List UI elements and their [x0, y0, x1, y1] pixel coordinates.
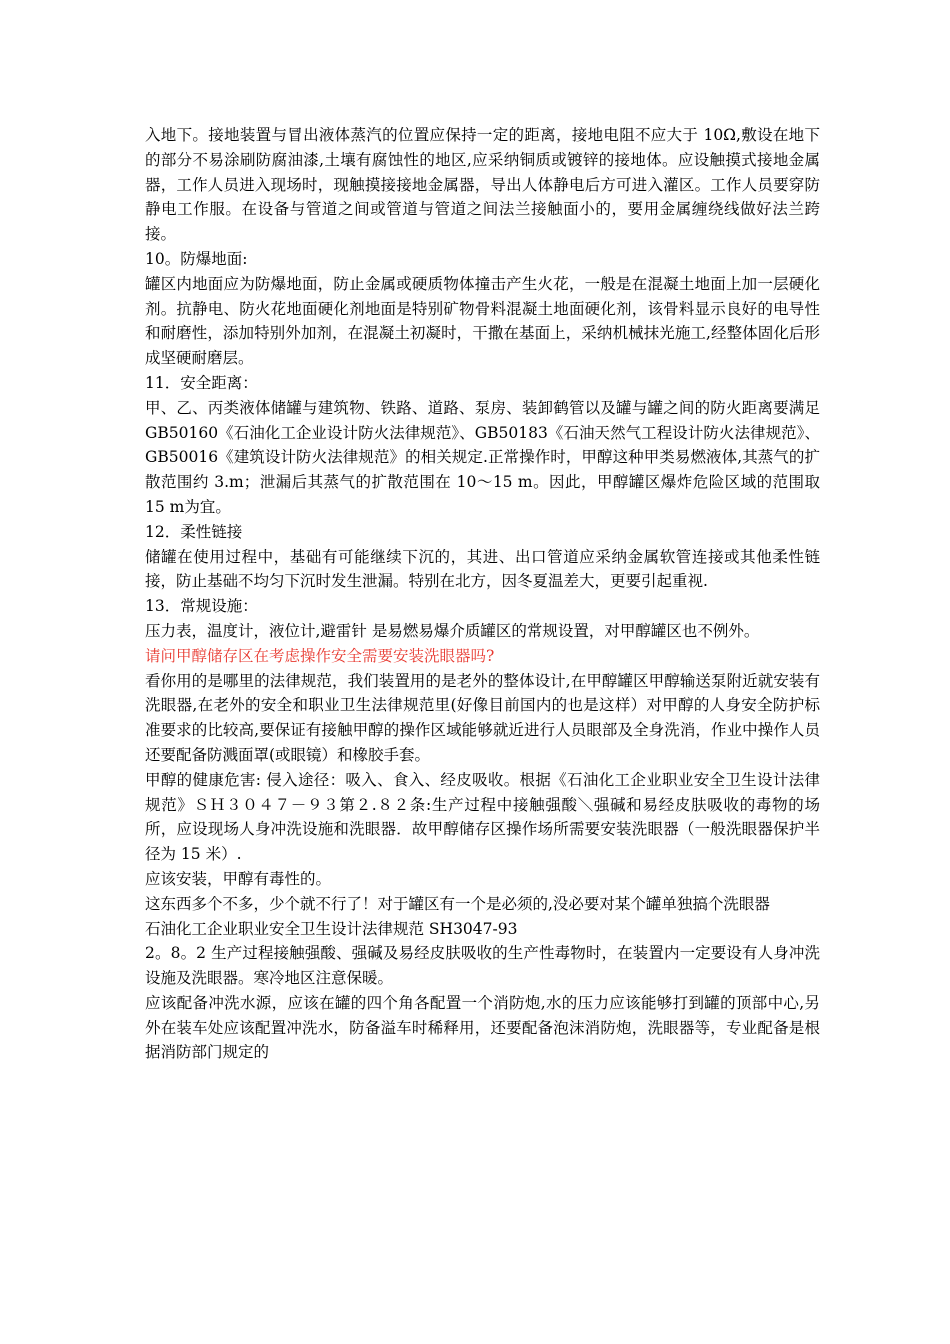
answer-paragraph-5: 应该配备冲洗水源，应该在罐的四个角各配置一个消防炮,水的压力应该能够打到罐的顶部中心,另外在装车处应该配置冲洗水，防备溢车时稀释用，还要配备泡沫消防炮，洗眼器等，专业配备是根据消防部门规定的 [145, 993, 820, 1062]
heading-safety-distance: 11．安全距离： [145, 373, 258, 392]
document-body [145, 123, 820, 1065]
answer-paragraph-2: 甲醇的健康危害: 侵入途径：吸入、食入、经皮吸收。根据《石油化工企业职业安全卫生设计法律规范》ＳＨ３０４７－９３第２.８２条:生产过程中接触强酸＼强碱和易经皮肤吸收的毒物的场所，应设现场人身冲洗设施和洗眼器．故甲醇储存区操作场所需要安装洗眼器（一般洗眼器保护半径为 15 米）. [145, 770, 820, 864]
question-eyewash: 请问甲醇储存区在考虑操作安全需要安装洗眼器吗? [145, 646, 495, 665]
answer-paragraph-3: 应该安装，甲醇有毒性的。 [145, 869, 332, 888]
heading-explosion-proof-floor: 10。防爆地面: [145, 249, 248, 268]
answer-paragraph-1: 看你用的是哪里的法律规范，我们装置用的是老外的整体设计,在甲醇罐区甲醇输送泵附近就安装有洗眼器,在老外的安全和职业卫生法律规范里(好像目前国内的也是这样）对甲醇的人身安全防护标准要求的比较高,要保证有接触甲醇的操作区域能够就近进行人员眼部及全身洗消，作业中操作人员还要配备防溅面罩(或眼镜）和橡胶手套。 [145, 671, 820, 764]
standard-clause: 2。8。2 生产过程接触强酸、强碱及易经皮肤吸收的生产性毒物时，在装置内一定要设有人身冲洗设施及洗眼器。寒冷地区注意保暖。 [145, 944, 820, 988]
answer-paragraph-4: 这东西多个不多，少个就不行了！对于罐区有一个是必须的,没必要对某个罐单独搞个洗眼器 [145, 894, 770, 913]
paragraph-grounding: 入地下。接地装置与冒出液体蒸汽的位置应保持一定的距离，接地电阻不应大于 10Ω,敷设在地下的部分不易涂刷防腐油漆,土壤有腐蚀性的地区,应采纳铜质或镀锌的接地体。应设触摸式接地金属器，工作人员进入现场时，现触摸接接地金属器，导出人体静电后方可进入灌区。工作人员要穿防静电工作服。在设备与管道之间或管道与管道之间法兰接触面小的，要用金属缠绕线做好法兰跨接。 [145, 126, 820, 244]
paragraph-flexible-link: 储罐在使用过程中，基础有可能继续下沉的，其进、出口管道应采纳金属软管连接或其他柔性链接，防止基础不均匀下沉时发生泄漏。特别在北方，因冬夏温差大，更要引起重视. [145, 547, 820, 591]
heading-regular-facilities: 13．常规设施： [145, 597, 258, 616]
paragraph-safety-distance: 甲、乙、丙类液体储罐与建筑物、铁路、道路、泵房、装卸鹤管以及罐与罐之间的防火距离要满足 GB50160《石油化工企业设计防火法律规范》、GB50183《石油天然气工程设计防火法律规范》、GB50016《建筑设计防火法律规范》的相关规定.正常操作时，甲醇这种甲类易燃液体,其蒸气的扩散范围约 3.m；泄漏后其蒸气的扩散范围在 10～15 m。因此，甲醇罐区爆炸危险区域的范围取 15 m为宜。 [145, 398, 820, 516]
paragraph-regular-facilities: 压力表，温度计，液位计,避雷针 是易燃易爆介质罐区的常规设置，对甲醇罐区也不例外。 [145, 621, 760, 640]
paragraph-explosion-proof-floor: 罐区内地面应为防爆地面，防止金属或硬质物体撞击产生火花，一般是在混凝土地面上加一层硬化剂。抗静电、防火花地面硬化剂地面是特别矿物骨料混凝土地面硬化剂，该骨料显示良好的电导性和耐磨性，添加特别外加剂，在混凝土初凝时，干撒在基面上，采纳机械抹光施工,经整体固化后形成坚硬耐磨层。 [145, 274, 820, 368]
standard-title: 石油化工企业职业安全卫生设计法律规范 SH3047-93 [145, 919, 518, 938]
heading-flexible-link: 12．柔性链接 [145, 522, 243, 541]
